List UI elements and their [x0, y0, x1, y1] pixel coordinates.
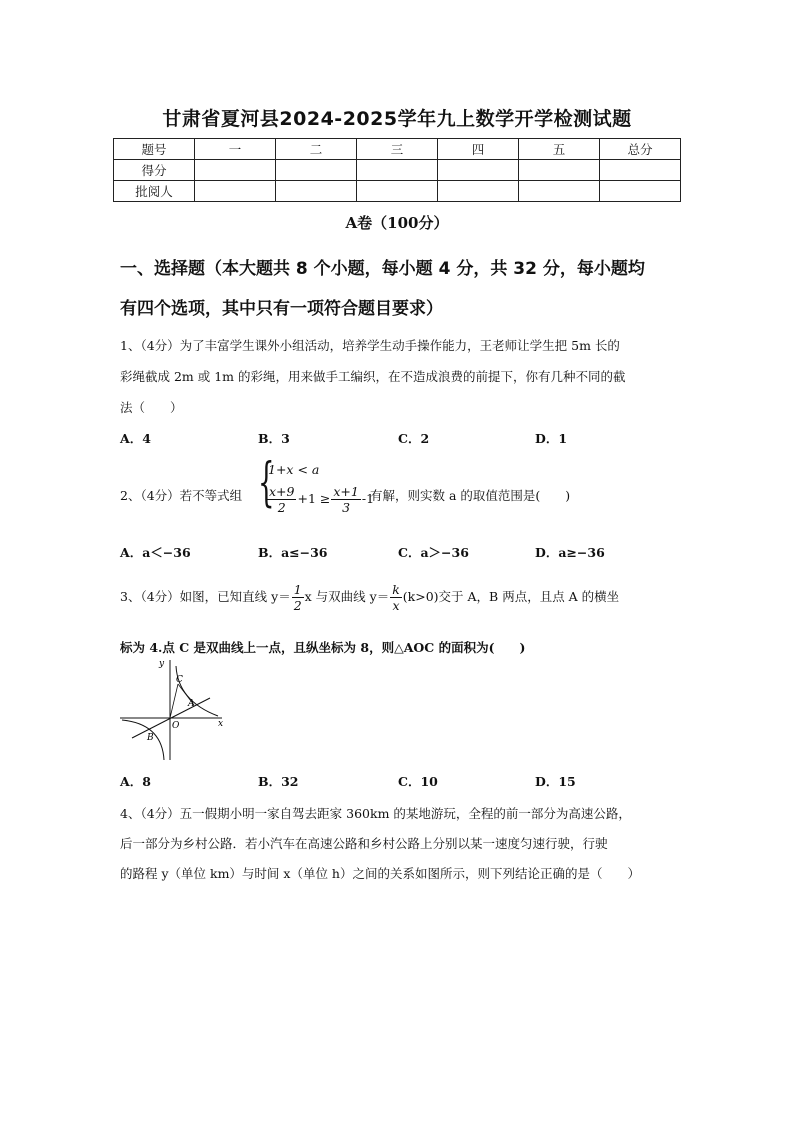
fraction: $\frac{k}{x}$: [392, 582, 400, 613]
y-axis-label: y: [159, 659, 165, 669]
table-cell: [195, 181, 276, 202]
table-cell: [357, 160, 438, 181]
table-cell: [600, 181, 681, 202]
origin-label: O: [172, 721, 180, 731]
point-c-label: C: [176, 675, 183, 685]
table-cell: 五: [519, 139, 600, 160]
point-a-label: A: [188, 699, 195, 709]
question-2-prefix: 2、（4分）若不等式组: [120, 488, 243, 503]
score-table: [113, 138, 681, 202]
score-table-header-row: [114, 139, 681, 160]
question-4-line2: 后一部分为乡村公路．若小汽车在高速公路和乡村公路上分别以某一速度匀速行驶，行驶: [120, 836, 608, 851]
fraction: $\frac{x+9}{2}$: [269, 484, 295, 515]
score-table-row: [114, 181, 681, 202]
hyperbola-branch-upper: [176, 666, 218, 716]
table-cell: [195, 160, 276, 181]
table-cell: 题号: [114, 139, 195, 160]
question-1-line1: 1、（4分）为了丰富学生课外小组活动，培养学生动手操作能力，王老师让学生把 5m 长的: [120, 338, 620, 353]
section-a-heading: A卷（100分）: [345, 214, 449, 232]
question-3-line2: 标为 4.点 C 是双曲线上一点，且纵坐标为 8，则△AOC 的面积为( ): [120, 640, 526, 655]
table-cell: 三: [357, 139, 438, 160]
option-c: C．10: [398, 774, 438, 789]
inequality-1: 1+x < a: [268, 462, 320, 477]
score-table-row: [114, 160, 681, 181]
option-a: A．a＜−36: [120, 545, 191, 560]
page-title: 甘肃省夏河县2024-2025学年九上数学开学检测试题: [162, 108, 632, 130]
fraction: $\frac{x+1}{3}$: [333, 484, 359, 515]
option-b: B．3: [258, 431, 290, 446]
point-b-label: B: [147, 733, 154, 743]
brace-symbol: {: [258, 453, 275, 513]
section-heading-line1: 一、选择题（本大题共 8 个小题，每小题 4 分，共 32 分，每小题均: [120, 259, 645, 279]
question-1-line2: 彩绳截成 2m 或 1m 的彩绳，用来做手工编织，在不造成浪费的前提下，你有几种不同的截: [120, 369, 626, 384]
question-4-line3: 的路程 y（单位 km）与时间 x（单位 h）之间的关系如图所示，则下列结论正确的是（ ）: [120, 866, 640, 881]
option-c: C．2: [398, 431, 430, 446]
option-a: A．4: [120, 431, 151, 446]
table-cell: 一: [195, 139, 276, 160]
hyperbola-branch-lower: [122, 720, 164, 760]
table-cell: [438, 181, 519, 202]
option-d: D．15: [535, 774, 576, 789]
table-cell: [276, 181, 357, 202]
question-1-line3: 法（ ）: [120, 400, 183, 415]
table-cell: 批阅人: [114, 181, 195, 202]
table-cell: 四: [438, 139, 519, 160]
table-cell: [600, 160, 681, 181]
table-cell: [276, 160, 357, 181]
table-cell: 总分: [600, 139, 681, 160]
option-b: B．a≤−36: [258, 545, 328, 560]
table-cell: [438, 160, 519, 181]
option-c: C．a＞−36: [398, 545, 469, 560]
table-cell: [357, 181, 438, 202]
inequality-2: $\frac{x+9}{2}$ +1 ≥ $\frac{x+1}{3}$ -1: [269, 484, 375, 515]
fraction: $\frac{1}{2}$: [293, 582, 302, 613]
table-cell: 得分: [114, 160, 195, 181]
option-b: B．32: [258, 774, 299, 789]
option-a: A．8: [120, 774, 151, 789]
x-axis-label: x: [218, 719, 224, 729]
table-cell: [519, 181, 600, 202]
option-d: D．a≥−36: [535, 545, 605, 560]
option-d: D．1: [535, 431, 568, 446]
section-heading-line2: 有四个选项，其中只有一项符合题目要求）: [120, 299, 443, 319]
question-3-line1: 3、（4分）如图，已知直线 y＝ $\frac{1}{2}$ x 与双曲线 y＝ $\frac{k}{x}$ (k>0)交于 A，B 两点，且点 A 的横坐: [120, 582, 620, 613]
segment-oc: [170, 684, 178, 718]
table-cell: 二: [276, 139, 357, 160]
hyperbola-figure: [118, 656, 228, 764]
question-4-line1: 4、（4分）五一假期小明一家自驾去距家 360km 的某地游玩，全程的前一部分为高速公路，: [120, 806, 631, 821]
table-cell: [519, 160, 600, 181]
question-2-suffix: 有解，则实数 a 的取值范围是( ): [370, 488, 571, 503]
